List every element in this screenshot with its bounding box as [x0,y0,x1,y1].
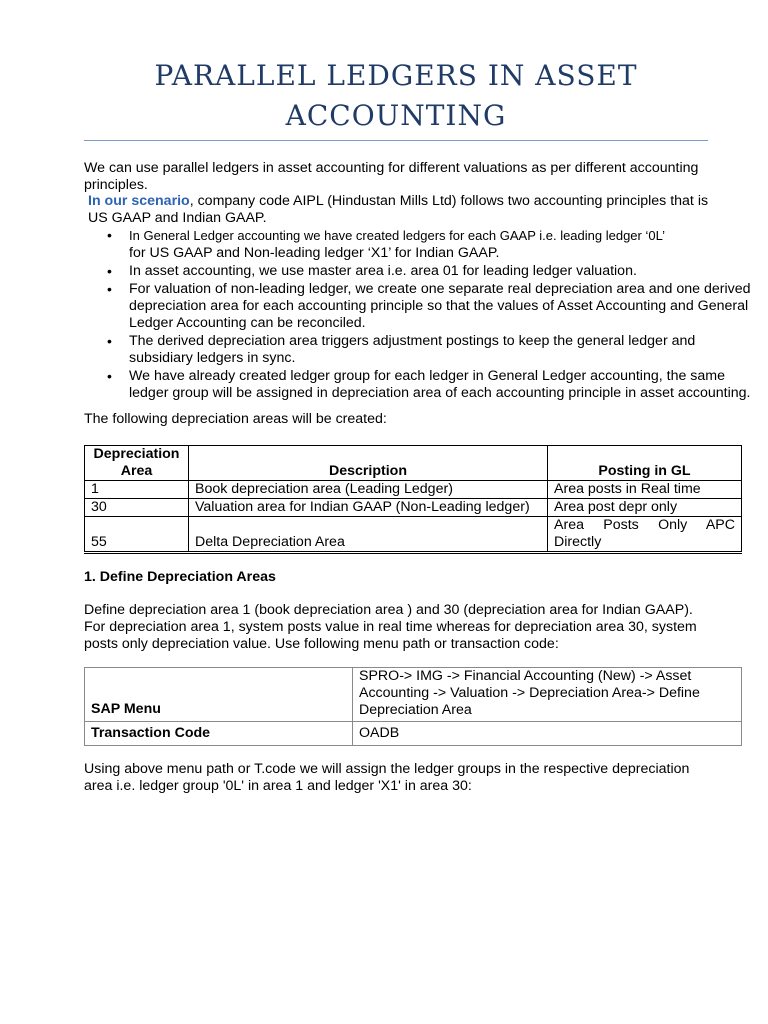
table-header-row [85,446,742,481]
column-header: Posting in GL [548,446,742,481]
sap-menu-table [84,667,742,746]
transaction-code-label: Transaction Code [85,722,353,746]
posting-line-2: Directly [554,534,602,550]
depreciation-areas-table [84,445,742,554]
table-cell: 55 [85,517,189,553]
bullet-1-line-1: In General Ledger accounting we have created ledgers for each GAAP i.e. leading ledger ‘0L’ [129,228,665,243]
transaction-code-value: OADB [353,722,742,746]
list-item: • For valuation of non-leading ledger, we create one separate real depreciation area and one derived depreciation area for each accounting principle so that the values of Asset Accounting and General Ledger Accounting can be reconciled. [129,281,759,332]
following-text: The following depreciation areas will be created: [84,411,387,427]
title-line-1: PARALLEL LEDGERS IN ASSET [154,59,638,92]
table-cell: 1 [85,481,189,499]
table-row [85,481,742,499]
title-line-2: ACCOUNTING [285,99,507,132]
table-cell: Area posts in Real time [548,481,742,499]
list-item [129,227,759,262]
scenario-highlight: In our scenario [88,193,190,209]
list-item: • We have already created ledger group for each ledger in General Ledger accounting, the same ledger group will be assigned in depreciation area of each accounting principle in asset accounting. [129,368,759,402]
table-row [85,668,742,722]
table-cell: Book depreciation area (Leading Ledger) [189,481,548,499]
title-divider [84,140,708,141]
table-cell: Delta Depreciation Area [189,517,548,553]
table-row [85,517,742,553]
column-header: Depreciation Area [85,446,189,481]
bullet-list [84,227,759,403]
column-header: Description [189,446,548,481]
posting-line-1: Area Posts Only APC [554,517,735,533]
list-item: • In asset accounting, we use master area i.e. area 01 for leading ledger valuation. [129,263,759,280]
table-row [85,499,742,517]
section-heading: 1. Define Depreciation Areas [84,569,276,585]
list-item: • The derived depreciation area triggers adjustment postings to keep the general ledger and subsidiary ledgers in sync. [129,333,759,367]
scenario-paragraph [84,193,712,227]
section-paragraph: Define depreciation area 1 (book depreciation area ) and 30 (depreciation area for Indian GAAP). For depreciation area 1, system posts value in real time whereas for depreciation area 30, system posts only depreciation value. Use following menu path or transaction code: [84,602,697,652]
table-row [85,722,742,746]
closing-paragraph: Using above menu path or T.code we will assign the ledger groups in the respective depreciation area i.e. ledger group '0L' in area 1 and ledger 'X1' in area 30: [84,761,690,794]
intro-paragraph: We can use parallel ledgers in asset accounting for different valuations as per different accounting principles. [84,160,699,193]
page-title [84,56,708,136]
table-cell [548,517,742,553]
table-cell: Area post depr only [548,499,742,517]
scenario-text: , company code AIPL (Hindustan Mills Ltd) follows two accounting principles that is US GAAP and Indian GAAP. [88,193,709,226]
table-cell: 30 [85,499,189,517]
sap-menu-path: SPRO-> IMG -> Financial Accounting (New) -> Asset Accounting -> Valuation -> Depreciation Area-> Define Depreciation Area [353,668,742,722]
sap-menu-label: SAP Menu [85,668,353,722]
bullet-1-line-2: for US GAAP and Non-leading ledger ‘X1’ for Indian GAAP. [129,245,500,261]
table-cell: Valuation area for Indian GAAP (Non-Leading ledger) [189,499,548,517]
